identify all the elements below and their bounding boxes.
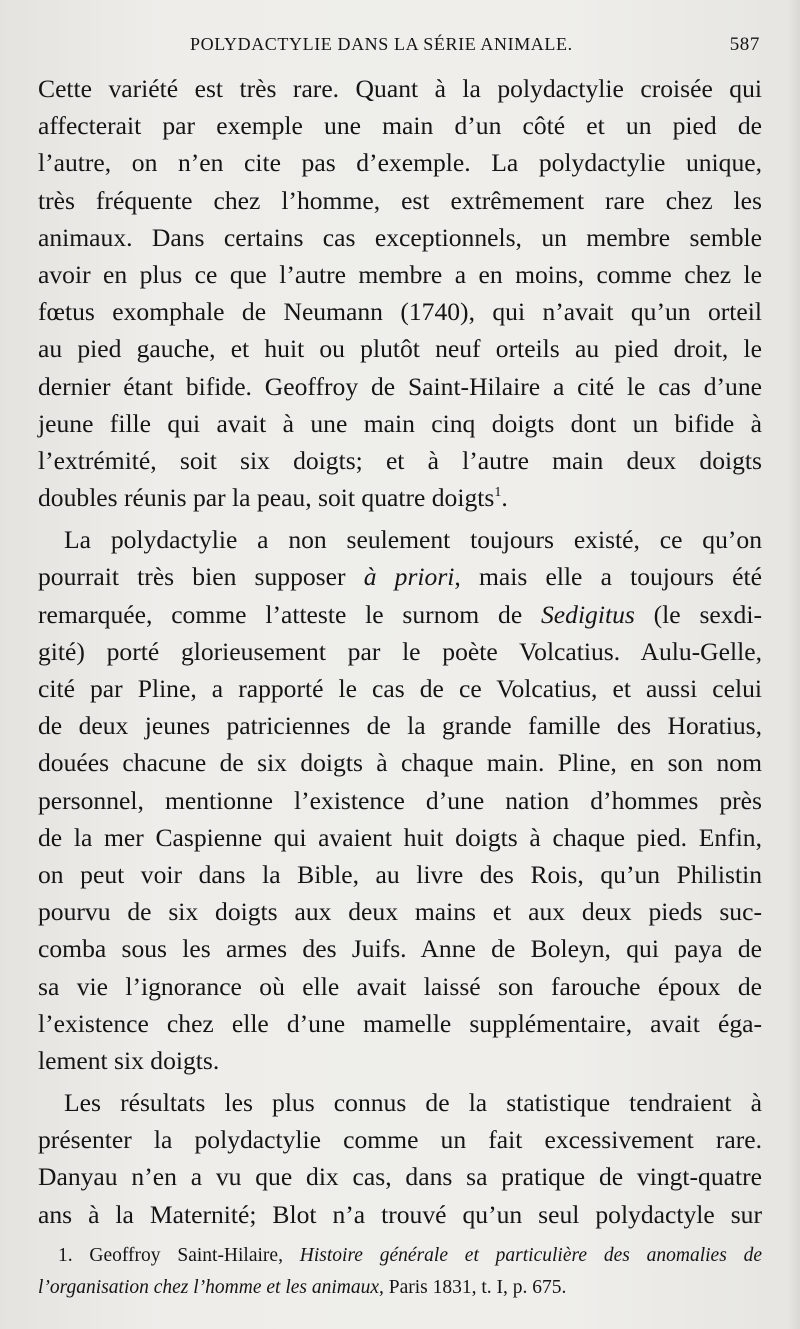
paragraph-3 <box>38 1084 762 1233</box>
text-run: Paris 1831, t. I, p. 675. <box>383 1277 567 1298</box>
paragraph-2 <box>38 521 762 1079</box>
text-line: présenter la polydactylie comme un fait excessivement rare. <box>38 1125 762 1155</box>
running-title: POLYDACTYLIE DANS LA SÉRIE ANIMALE. <box>190 34 573 54</box>
text-line: l’autre, on n’en cite pas d’exemple. La polydactylie unique, <box>38 148 762 178</box>
text-line: Les résultats les plus connus de la statistique tendraient à <box>64 1088 762 1118</box>
text-run: . <box>501 483 508 513</box>
text-run: (le sexdi- <box>634 599 762 629</box>
text-line: comba sous les armes des Juifs. Anne de Boleyn, qui paya de <box>38 934 762 964</box>
text-line: l’existence chez elle d’une mamelle supplémentaire, avait éga- <box>38 1008 762 1038</box>
page-header <box>190 34 760 62</box>
text-line: très fréquente chez l’homme, est extrêmement rare chez les <box>38 185 762 215</box>
paragraph-1 <box>38 70 762 516</box>
text-line <box>38 558 762 595</box>
footnote-line <box>38 1272 762 1304</box>
text-line: jeune fille qui avait à une main cinq doigts dont un bifide à <box>38 408 762 438</box>
text-line: douées chacune de six doigts à chaque main. Pline, en son nom <box>38 748 762 778</box>
text-line <box>38 596 762 633</box>
footnote-line <box>38 1240 762 1272</box>
text-line: de la mer Caspienne qui avaient huit doigts à chaque pied. Enfin, <box>38 822 762 852</box>
text-line: cité par Pline, a rapporté le cas de ce Volcatius, et aussi celui <box>38 674 762 703</box>
text-line: sa vie l’ignorance où elle avait laissé son farouche époux de <box>38 971 762 1001</box>
text-line <box>38 479 762 516</box>
text-line: fœtus exomphale de Neumann (1740), qui n’avait qu’un orteil <box>38 297 762 327</box>
text-line: avoir en plus ce que l’autre membre a en moins, comme chez le <box>38 259 762 289</box>
text-line: lement six doigts. <box>38 1045 220 1075</box>
text-line: Cette variété est très rare. Quant à la polydactylie croisée qui <box>38 74 762 103</box>
text-line: on peut voir dans la Bible, au livre des Rois, qu’un Philistin <box>38 859 762 889</box>
text-line: au pied gauche, et huit ou plutôt neuf orteils au pied droit, le <box>38 334 762 364</box>
text-line: affecterait par exemple une main d’un côté et un pied de <box>38 111 762 141</box>
text-line: Danyau n’en a vu que dix cas, dans sa pratique de vingt-quatre <box>38 1162 762 1192</box>
text-line: de deux jeunes patriciennes de la grande famille des Horatius, <box>38 711 762 741</box>
text-run: doubles réunis par la peau, soit quatre doigts <box>38 483 495 513</box>
text-line: l’extrémité, soit six doigts; et à l’autre main deux doigts <box>38 445 762 475</box>
text-run: , mais elle a toujours été <box>454 562 762 592</box>
text-line: animaux. Dans certains cas exceptionnels, un membre semble <box>38 222 762 252</box>
footnote <box>38 1240 762 1304</box>
text-line: personnel, mentionne l’existence d’une nation d’hommes près <box>38 785 762 815</box>
main-text <box>38 70 762 1233</box>
text-line: ans à la Maternité; Blot n’a trouvé qu’un seul polydactyle sur <box>38 1199 762 1229</box>
italic-term: Sedigitus <box>540 599 635 629</box>
text-run: pourrait très bien supposer <box>38 562 364 592</box>
text-line: dernier étant bifide. Geoffroy de Saint-Hilaire a cité le cas d’une <box>38 371 762 401</box>
scan-shadow <box>788 0 800 1329</box>
text-line: La polydactylie a non seulement toujours existé, ce qu’on <box>64 525 762 555</box>
page-number: 587 <box>729 34 760 55</box>
italic-term: à priori <box>363 562 455 592</box>
italic-title: Histoire générale et particulière des anomalies de <box>299 1245 762 1266</box>
footnote-marker: 1 <box>494 485 502 501</box>
text-line: gité) porté glorieusement par le poète Volcatius. Aulu-Gelle, <box>38 636 762 666</box>
text-line: pourvu de six doigts aux deux mains et aux deux pieds suc- <box>38 897 762 927</box>
text-run: remarquée, comme l’atteste le surnom de <box>38 599 541 629</box>
text-run: 1. Geoffroy Saint-Hilaire, <box>58 1245 300 1266</box>
italic-title: l’organisation chez l’homme et les animaux, <box>38 1277 384 1298</box>
